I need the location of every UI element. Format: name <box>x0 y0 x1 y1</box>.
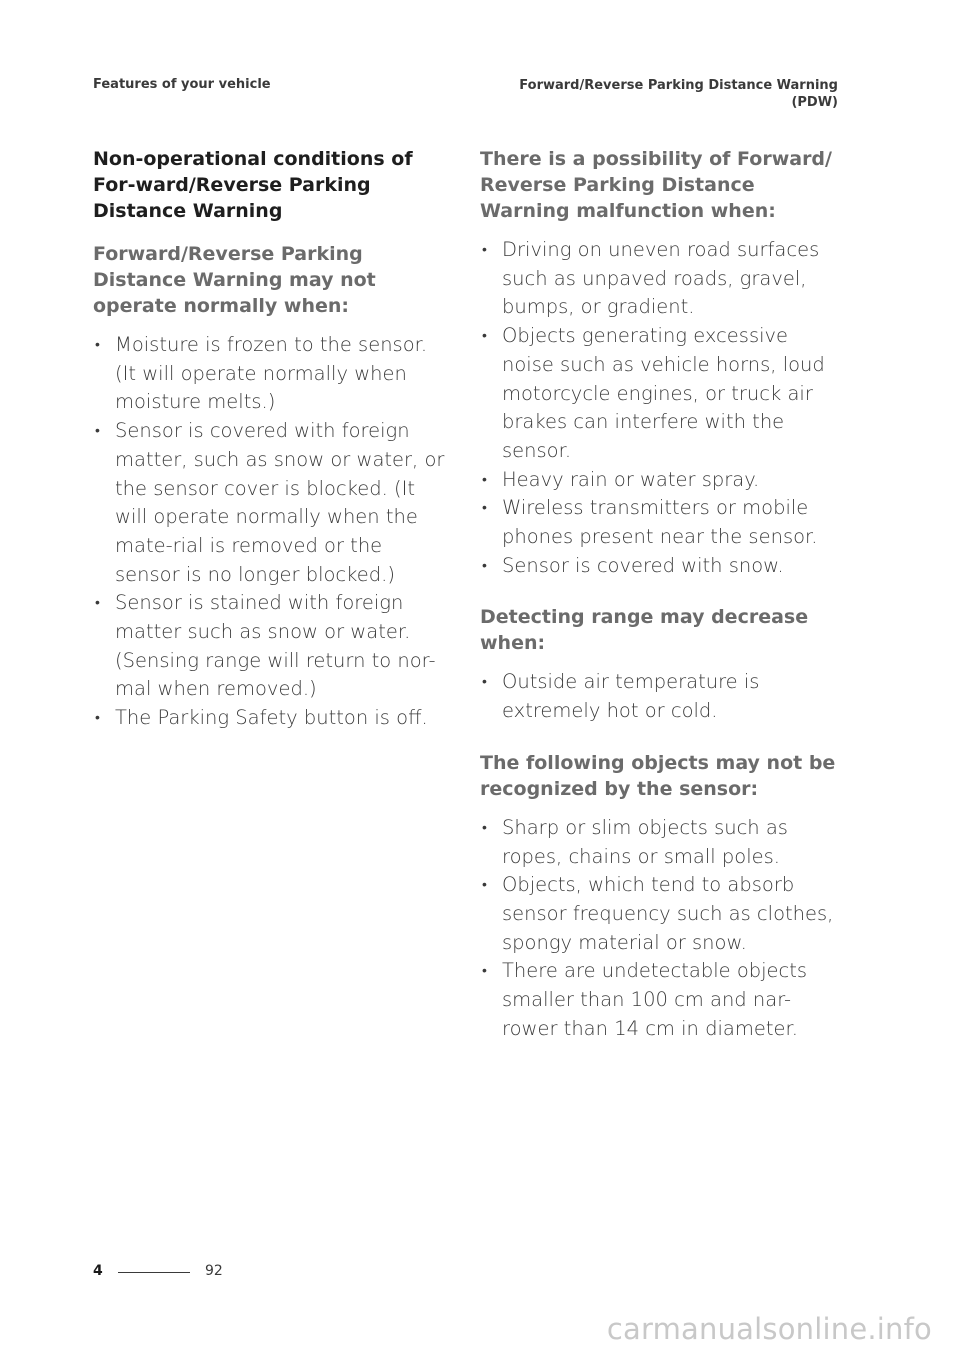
bullet-icon: • <box>482 819 487 836</box>
bullet-icon: • <box>482 500 487 517</box>
bullet-icon: • <box>95 595 100 612</box>
list-item: • There are undetectable objects smaller than 100 cm and nar-rower than 14 cm in diameter. <box>482 959 808 1040</box>
bullet-list-detecting-range <box>480 668 840 725</box>
bullet-icon: • <box>482 242 487 258</box>
section-title-non-operational: Non-operational conditions of For-ward/Reverse Parking Distance Warning <box>93 148 413 222</box>
bullet-icon: • <box>95 423 100 440</box>
subsection-title-not-recognized: The following objects may not be recognized by the sensor: <box>480 751 836 800</box>
list-item: • Driving on uneven road surfaces such as unpaved roads, gravel, bumps, or gradient. <box>482 238 820 319</box>
bullet-list-may-not-operate <box>93 331 445 733</box>
bullet-icon: • <box>482 674 487 691</box>
list-item: • Objects generating excessive noise such as vehicle horns, loud motorcycle engines, or truck air brakes can interfere with the sensor. <box>482 324 825 462</box>
bullet-icon: • <box>482 471 487 488</box>
running-header-section: Features of your vehicle <box>93 77 271 92</box>
list-item: • Moisture is frozen to the sensor. (It will operate normally when moisture melts.) <box>95 333 428 414</box>
running-header-topic-line2: (PDW) <box>791 95 838 110</box>
subsection-title-detecting-range: Detecting range may decrease when: <box>480 606 809 655</box>
subsection-title-may-not-operate: Forward/Reverse Parking Distance Warning may not operate normally when: <box>93 243 376 317</box>
list-item: • The Parking Safety button is off. <box>93 704 445 733</box>
bullet-list-not-recognized <box>480 814 840 1044</box>
left-column <box>93 146 445 733</box>
list-item: • Heavy rain or water spray. <box>480 466 840 495</box>
list-item: • Sensor is stained with foreign matter such as snow or water. (Sensing range will return to nor-mal when removed.) <box>95 591 436 701</box>
list-item: • Outside air temperature is extremely hot or cold. <box>482 670 760 723</box>
list-item: • Sensor is covered with snow. <box>480 552 840 581</box>
right-column <box>480 146 840 1043</box>
bullet-icon: • <box>482 557 487 574</box>
running-header-topic-line1: Forward/Reverse Parking Distance Warning <box>519 78 838 93</box>
list-item: • Sharp or slim objects such as ropes, chains or small poles. <box>482 815 788 868</box>
watermark: carmanualsonline.info <box>606 1312 932 1346</box>
list-item: • Sensor is covered with foreign matter, such as snow or water, or the sensor cover is blocked. (It will operate normally when the mate-rial is removed or the sensor is no longer blocked.) <box>95 419 445 586</box>
subsection-title-malfunction: There is a possibility of Forward/ Reverse Parking Distance Warning malfunction when: <box>480 148 832 222</box>
chapter-number: 4 <box>93 1263 103 1279</box>
bullet-icon: • <box>95 710 100 727</box>
bullet-icon: • <box>95 337 100 353</box>
bullet-icon: • <box>482 963 487 980</box>
bullet-icon: • <box>482 328 487 345</box>
running-header-topic <box>438 77 838 111</box>
list-item: • Wireless transmitters or mobile phones present near the sensor. <box>482 496 818 549</box>
bullet-list-malfunction <box>480 236 840 580</box>
footer-divider <box>118 1272 190 1273</box>
bullet-icon: • <box>482 877 487 894</box>
page-number: 92 <box>205 1263 223 1279</box>
list-item: • Objects, which tend to absorb sensor frequency such as clothes, spongy material or snow. <box>482 873 834 954</box>
